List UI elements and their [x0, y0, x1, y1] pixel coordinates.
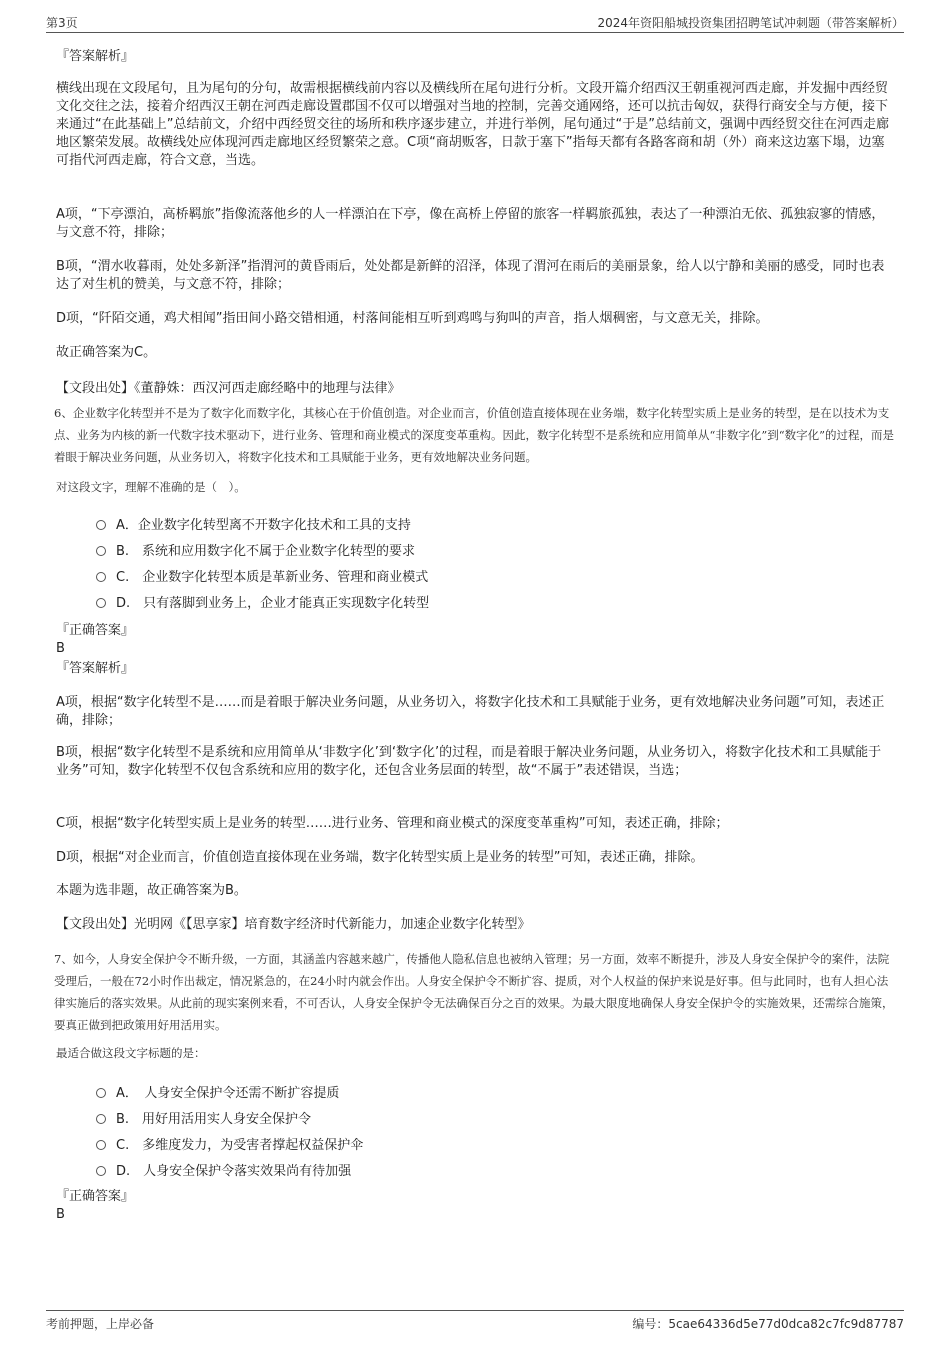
page-footer	[46, 1310, 904, 1331]
q6-analysis-b: B项，根据“数字化转型不是系统和应用简单从‘非数字化’到‘数字化’的过程，而是着眼于解决业务问题，从业务切入，将数字化技术和工具赋能于业务”可知，数字化转型不仅包含系统和应用的数字化，还包含业务层面的转型，故“不属于”表述错误，当选；	[56, 745, 882, 778]
radio-icon[interactable]	[96, 520, 106, 530]
q6-analysis-c: C项，根据“数字化转型实质上是业务的转型……进行业务、管理和商业模式的深度变革重构”可知，表述正确，排除；	[56, 816, 729, 831]
q6-answer: B	[56, 641, 65, 656]
q6-option-a[interactable]: A．企业数字化转型离不开数字化技术和工具的支持	[96, 514, 411, 533]
q6-option-c[interactable]: C. 企业数字化转型本质是革新业务、管理和商业模式	[96, 566, 428, 585]
q7-option-a[interactable]: A． 人身安全保护令还需不断扩容提质	[96, 1082, 339, 1101]
page-number: 第3页	[46, 16, 78, 30]
q6-option-b[interactable]: B. 系统和应用数字化不属于企业数字化转型的要求	[96, 540, 415, 559]
radio-icon[interactable]	[96, 546, 106, 556]
q6-analysis-a: A项，根据“数字化转型不是……而是着眼于解决业务问题，从业务切入，将数字化技术和工具赋能于业务，更有效地解决业务问题”可知，表述正确，排除；	[56, 695, 885, 728]
q7-option-c[interactable]: C. 多维度发力，为受害者撑起权益保护伞	[96, 1134, 363, 1153]
q7-stem: 7、如今，人身安全保护令不断升级，一方面，其涵盖内容越来越广，传播他人隐私信息也被纳入管理；另一方面，效率不断提升，涉及人身安全保护令的案件，法院受理后，一般在72小时作出裁定，情况紧急的，在24小时内就会作出。人身安全保护令不断扩容、提质，对个人权益的保护来说是好事。但与此同时，也有人担心法律实施后的落实效果。从此前的现实案例来看，不可否认，人身安全保护令无法确保百分之百的效果。为最大限度地确保人身安全保护令的实施效果，还需综合施策，要真正做到把政策用好用活用实。	[54, 952, 894, 1032]
q5-analysis-b: B项，“渭水收暮雨，处处多新泽”指渭河的黄昏雨后，处处都是新鲜的沼泽，体现了渭河在雨后的美丽景象，给人以宁静和美丽的感受，同时也表达了对生机的赞美，与文意不符，排除；	[56, 259, 885, 292]
q7-answer: B	[56, 1207, 65, 1222]
q6-question: 对这段文字，理解不准确的是（ ）。	[56, 480, 246, 494]
footer-slogan: 考前押题，上岸必备	[46, 1317, 155, 1331]
radio-icon[interactable]	[96, 1166, 106, 1176]
q6-stem: 6、企业数字化转型并不是为了数字化而数字化，其核心在于价值创造。对企业而言，价值创造直接体现在业务端，数字化转型实质上是业务的转型，是在以技术为支点、业务为内核的新一代数字技术驱动下，进行业务、管理和商业模式的深度变革重构。因此，数字化转型不是系统和应用简单从“非数字化”到“数字化”的过程，而是着眼于解决业务问题，从业务切入，将数字化技术和工具赋能于业务，更有效地解决业务问题。	[54, 406, 895, 464]
document-title: 2024年资阳船城投资集团招聘笔试冲刺题（带答案解析）	[597, 16, 904, 30]
q7-option-d[interactable]: D. 人身安全保护令落实效果尚有待加强	[96, 1160, 351, 1179]
radio-icon[interactable]	[96, 572, 106, 582]
page-header	[46, 12, 904, 33]
q6-option-d[interactable]: D. 只有落脚到业务上，企业才能真正实现数字化转型	[96, 592, 429, 611]
q5-analysis-label: 『答案解析』	[56, 49, 135, 64]
radio-icon[interactable]	[96, 1088, 106, 1098]
q5-analysis-d: D项，“阡陌交通，鸡犬相闻”指田间小路交错相通，村落间能相互听到鸡鸣与狗叫的声音，指人烟稠密，与文意无关，排除。	[56, 311, 769, 326]
footer-serial: 编号：5cae64336d5e77d0dca82c7fc9d87787	[632, 1317, 904, 1331]
q5-source: 【文段出处】《董静姝：西汉河西走廊经略中的地理与法律》	[56, 381, 401, 396]
q7-answer-label: 『正确答案』	[56, 1189, 135, 1204]
q5-analysis-main: 横线出现在文段尾句，且为尾句的分句，故需根据横线前内容以及横线所在尾句进行分析。文段开篇介绍西汉王朝重视河西走廊，并发掘中西经贸文化交往之法，接着介绍西汉王朝在河西走廊设置郡国不仅可以增强对当地的控制，完善交通网络，还可以抗击匈奴，获得行商安全与方便，接下来通过“在此基础上”总结前文，介绍中西经贸交往的场所和秩序逐步建立，并进行举例，尾句通过“于是”总结前文，强调中西经贸交往在河西走廊地区繁荣发展。故横线处应体现河西走廊地区经贸繁荣之意。C项“商胡贩客，日款于塞下”指每天都有各路客商和胡（外）商来这边塞下塌，边塞可指代河西走廊，符合文意，当选。	[56, 81, 889, 168]
q7-question: 最适合做这段文字标题的是：	[56, 1046, 206, 1060]
q5-conclusion: 故正确答案为C。	[56, 345, 157, 360]
q6-analysis-label: 『答案解析』	[56, 661, 135, 676]
q5-analysis-a: A项，“下亭漂泊，高桥羁旅”指像流落他乡的人一样漂泊在下亭，像在高桥上停留的旅客一样羁旅孤独，表达了一种漂泊无依、孤独寂寥的情感，与文意不符，排除；	[56, 207, 885, 240]
radio-icon[interactable]	[96, 1114, 106, 1124]
radio-icon[interactable]	[96, 1140, 106, 1150]
q6-source: 【文段出处】光明网《【思享家】培育数字经济时代新能力，加速企业数字化转型》	[56, 917, 531, 932]
q6-conclusion: 本题为选非题，故正确答案为B。	[56, 883, 247, 898]
q7-option-b[interactable]: B. 用好用活用实人身安全保护令	[96, 1108, 311, 1127]
q6-answer-label: 『正确答案』	[56, 623, 135, 638]
radio-icon[interactable]	[96, 598, 106, 608]
q6-analysis-d: D项，根据“对企业而言，价值创造直接体现在业务端，数字化转型实质上是业务的转型”可知，表述正确，排除。	[56, 850, 704, 865]
